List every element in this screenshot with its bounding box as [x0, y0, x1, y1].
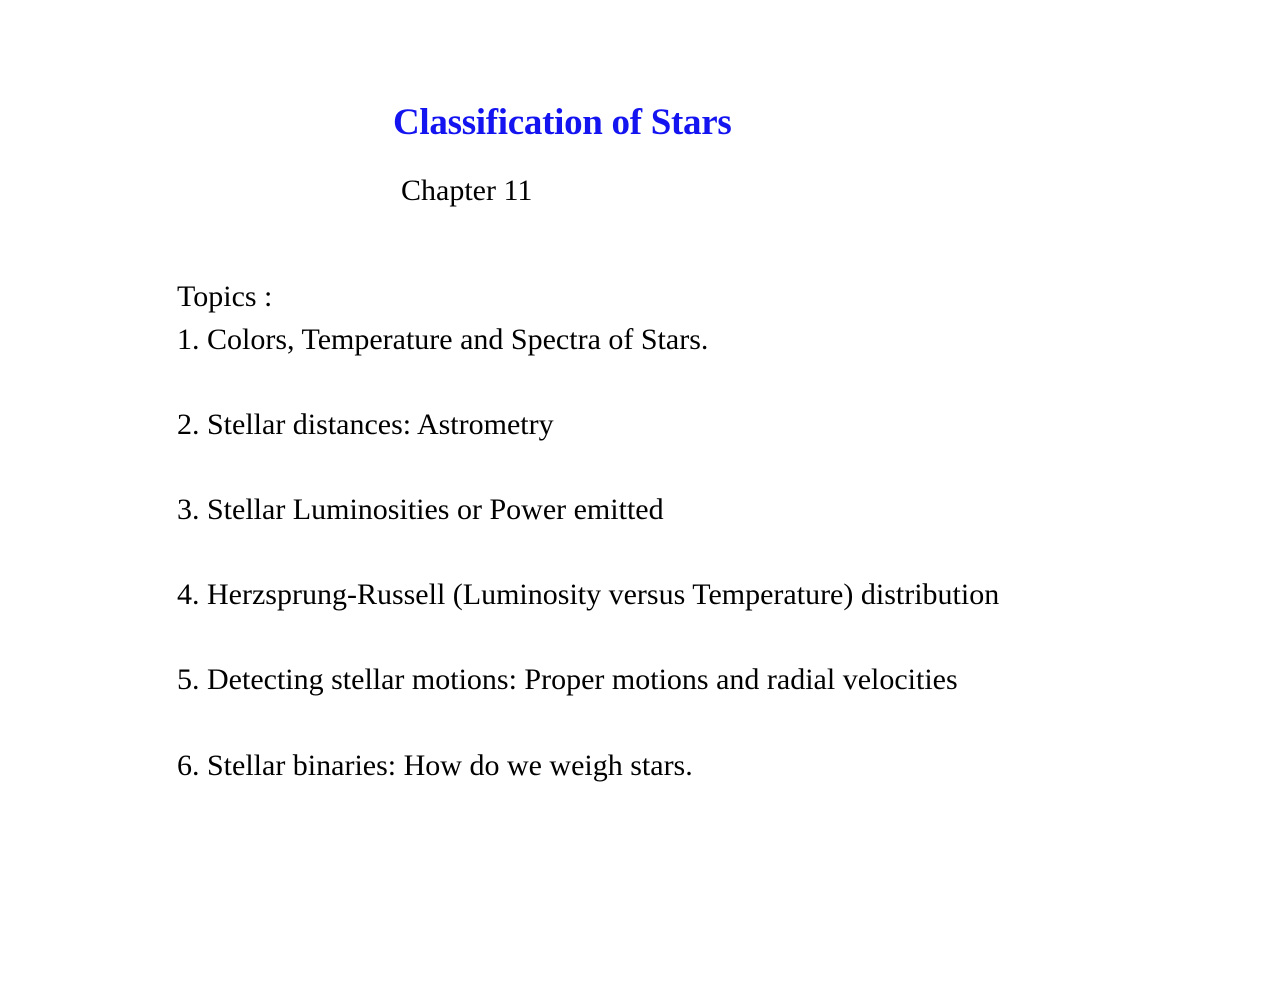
- topic-item: 4. Herzsprung-Russell (Luminosity versus Temperature) distribution: [177, 578, 1000, 611]
- slide-title: Classification of Stars: [393, 102, 732, 143]
- topic-item: 3. Stellar Luminosities or Power emitted: [177, 493, 664, 526]
- chapter-subtitle: Chapter 11: [401, 174, 533, 207]
- topic-item: 1. Colors, Temperature and Spectra of Stars.: [177, 323, 709, 356]
- topic-item: 6. Stellar binaries: How do we weigh stars.: [177, 749, 693, 782]
- topics-heading: Topics :: [177, 280, 273, 313]
- topic-item: 5. Detecting stellar motions: Proper motions and radial velocities: [177, 663, 958, 696]
- topic-item: 2. Stellar distances: Astrometry: [177, 408, 554, 441]
